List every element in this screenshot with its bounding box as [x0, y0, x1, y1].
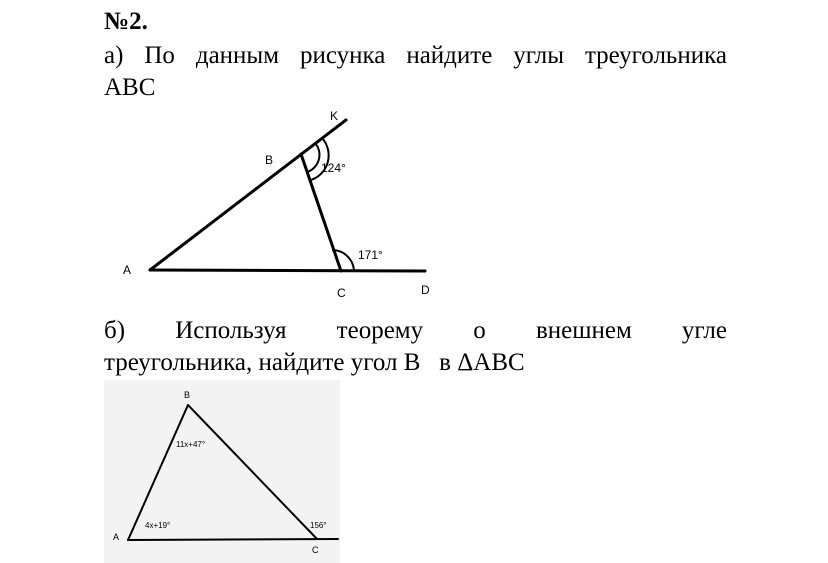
word: о: [473, 317, 486, 344]
label-k: K: [330, 109, 339, 123]
angle-expression-b: 11x+47°: [176, 440, 206, 449]
word: теорему: [336, 317, 424, 344]
word: Используя: [175, 317, 287, 344]
label-d: D: [421, 283, 430, 297]
label-b: B: [184, 390, 191, 400]
side-ab: [128, 405, 188, 540]
word: внешнем: [535, 317, 632, 344]
angle-value-c: 171°: [358, 248, 383, 262]
word: По: [144, 42, 175, 69]
label-a: A: [123, 263, 132, 277]
label-a: A: [113, 532, 120, 542]
word: а): [104, 42, 124, 69]
problem-number: №2.: [104, 8, 148, 35]
line-ac-extended: [128, 539, 338, 540]
angle-value-c: 156°: [310, 521, 327, 530]
word: рисунка: [300, 42, 386, 69]
angle-expression-a: 4x+19°: [145, 521, 171, 530]
angle-value-b: 124°: [321, 161, 346, 175]
word: угле: [681, 317, 727, 344]
word: углы: [513, 42, 565, 69]
label-b: B: [265, 153, 274, 167]
word: данным: [195, 42, 280, 69]
label-c: C: [312, 545, 319, 555]
word: б): [104, 317, 126, 344]
part-a-line-2: ABC: [104, 74, 156, 101]
word: треугольника: [584, 42, 727, 69]
part-b-line-2: треугольника, найдите угол B в ΔABC: [104, 349, 525, 376]
label-c: C: [337, 286, 346, 300]
side-bc: [188, 405, 317, 539]
word: найдите: [406, 42, 493, 69]
